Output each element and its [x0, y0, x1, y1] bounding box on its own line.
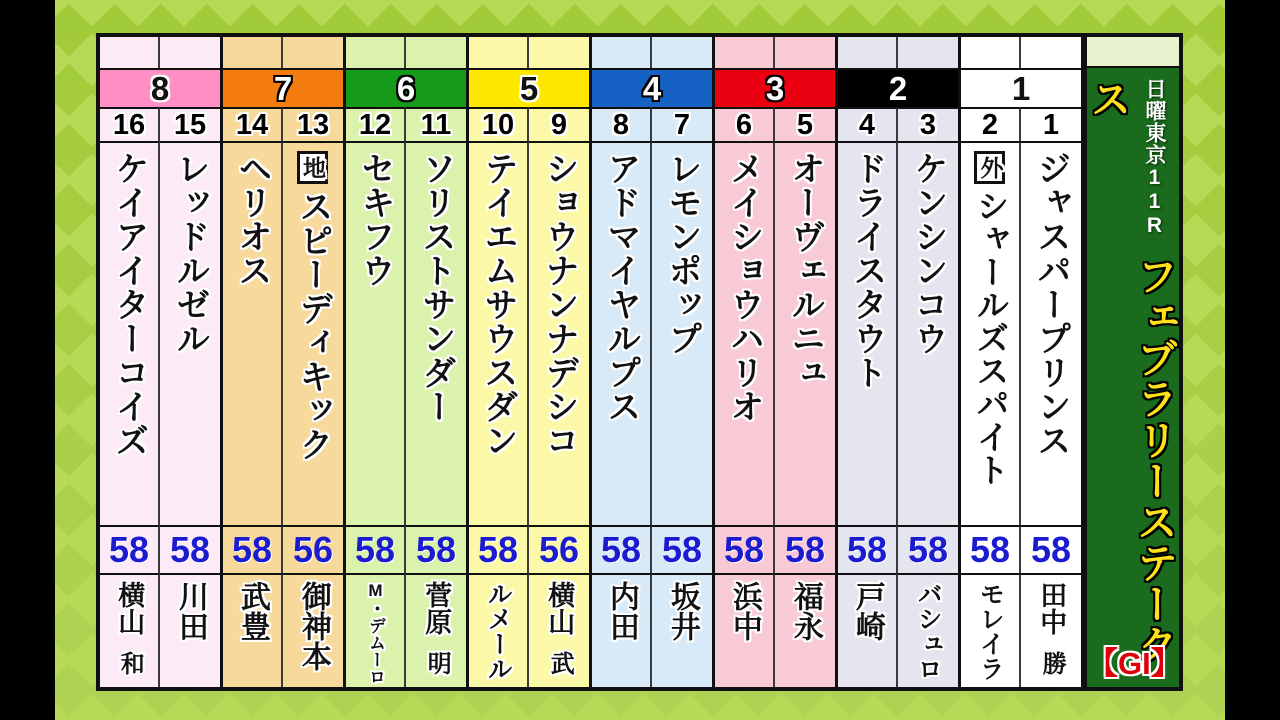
- gate-number-cell: [715, 68, 835, 107]
- blank-cell: [406, 37, 466, 68]
- horse-number-cell: [469, 107, 529, 141]
- horse-name: ショウナンナデシコ: [540, 151, 579, 457]
- horse-name-cell: [775, 141, 835, 525]
- jockey-cell: [223, 573, 283, 687]
- horse-name-cell: [715, 141, 775, 525]
- frame-groups: [100, 37, 1084, 687]
- jockey-cell: [1021, 573, 1081, 687]
- horse-number-cell: [100, 107, 160, 141]
- jockey-cell: [775, 573, 835, 687]
- horse-number: 15: [173, 108, 207, 141]
- carried-weight: 58: [231, 529, 273, 570]
- weight-cell: [715, 525, 775, 573]
- blank-cell: [100, 37, 160, 68]
- horse-number-cell: [223, 107, 283, 141]
- horse-number-cell: [652, 107, 712, 141]
- weight-cell: [961, 525, 1021, 573]
- blank-cell: [283, 37, 343, 68]
- horse-number: 16: [112, 108, 146, 141]
- right-black-bar: [1225, 0, 1280, 720]
- blank-cell: [346, 37, 406, 68]
- horse-number-cell: [898, 107, 958, 141]
- jockey-name: 横山武: [544, 581, 575, 675]
- gate-number: 5: [519, 70, 539, 107]
- horse-number-cell: [592, 107, 652, 141]
- weight-cell: [775, 525, 835, 573]
- jockey-name: 田中勝: [1036, 581, 1067, 675]
- horse-number-cell: [838, 107, 898, 141]
- jockey-cell: [160, 573, 220, 687]
- title-column-body: [1084, 68, 1182, 687]
- gate-number: 7: [273, 70, 293, 107]
- carried-weight: 56: [538, 529, 580, 570]
- carried-weight: 58: [169, 529, 211, 570]
- jockey-cell: [838, 573, 898, 687]
- blank-cell: [160, 37, 220, 68]
- jockey-cell: [898, 573, 958, 687]
- gate-number: 3: [765, 70, 785, 107]
- gate-number: 8: [150, 70, 170, 107]
- horse-name: 外シャールズスパイト: [973, 151, 1008, 486]
- jockey-cell: [592, 573, 652, 687]
- horse-name: レモンポップ: [663, 151, 702, 355]
- horse-name: ケンシンコウ: [909, 151, 948, 355]
- horse-name-cell: [652, 141, 712, 525]
- jockey-name: M・デムーロ: [366, 581, 385, 685]
- frame-group-7: [223, 37, 346, 687]
- weight-cell: [898, 525, 958, 573]
- horse-name-cell: [160, 141, 220, 525]
- frame-group-4: [592, 37, 715, 687]
- carried-weight: 58: [477, 529, 519, 570]
- horse-number: 2: [981, 108, 999, 141]
- frame-group-2: [838, 37, 961, 687]
- jockey-cell: [961, 573, 1021, 687]
- carried-weight: 58: [907, 529, 949, 570]
- gate-number-cell: [961, 68, 1081, 107]
- horse-number-cell: [775, 107, 835, 141]
- blank-cell: [529, 37, 589, 68]
- horse-name: アドマイヤルプス: [602, 151, 641, 423]
- horse-name-cell: [469, 141, 529, 525]
- blank-cell: [1021, 37, 1081, 68]
- blank-cell: [838, 37, 898, 68]
- horse-name-cell: [1021, 141, 1081, 525]
- horse-number-cell: [346, 107, 406, 141]
- horse-name-cell: [283, 141, 343, 525]
- race-card-board: [96, 33, 1183, 691]
- jockey-name: ルメール: [484, 581, 513, 681]
- venue-label: 日曜東京11R: [1143, 78, 1166, 238]
- carried-weight: 58: [600, 529, 642, 570]
- horse-number: 8: [612, 108, 630, 141]
- jockey-name: 戸崎: [850, 581, 884, 641]
- horse-name-cell: [961, 141, 1021, 525]
- jockey-name: 福永: [788, 581, 822, 641]
- horse-name-cell: [406, 141, 466, 525]
- carried-weight: 58: [969, 529, 1011, 570]
- weight-cell: [592, 525, 652, 573]
- jockey-cell: [346, 573, 406, 687]
- horse-name: テイエムサウスダン: [479, 151, 518, 457]
- horse-name-cell: [898, 141, 958, 525]
- horse-number: 12: [358, 108, 392, 141]
- blank-cell: [775, 37, 835, 68]
- weight-cell: [223, 525, 283, 573]
- blank-cell: [715, 37, 775, 68]
- weight-cell: [469, 525, 529, 573]
- jockey-name: 武豊: [235, 581, 269, 641]
- blank-cell: [223, 37, 283, 68]
- horse-name: 地スピーディキック: [295, 151, 331, 461]
- horse-prefix-badge: 外: [974, 151, 1005, 184]
- jockey-name: 内田: [604, 581, 638, 641]
- horse-number: 14: [235, 108, 269, 141]
- jockey-cell: [406, 573, 466, 687]
- horse-name: ジャスパープリンス: [1032, 151, 1071, 457]
- weight-cell: [529, 525, 589, 573]
- carried-weight: 58: [723, 529, 765, 570]
- jockey-name: 横山和: [114, 581, 145, 675]
- weight-cell: [406, 525, 466, 573]
- horse-prefix-badge: 地: [297, 151, 328, 184]
- jockey-name: 川田: [173, 581, 207, 641]
- frame-group-5: [469, 37, 592, 687]
- jockey-cell: [283, 573, 343, 687]
- carried-weight: 58: [415, 529, 457, 570]
- gate-number: 4: [642, 70, 662, 107]
- horse-number: 3: [919, 108, 937, 141]
- title-column-header-cell: [1087, 37, 1179, 68]
- jockey-cell: [469, 573, 529, 687]
- jockey-name: モレイラ: [976, 581, 1005, 681]
- gate-number-cell: [469, 68, 589, 107]
- carried-weight: 58: [1030, 529, 1072, 570]
- blank-cell: [469, 37, 529, 68]
- horse-number-cell: [715, 107, 775, 141]
- jockey-name: 浜中: [727, 581, 761, 641]
- blank-cell: [652, 37, 712, 68]
- jockey-name: バシュロ: [914, 581, 943, 681]
- gate-number: 1: [1011, 70, 1031, 107]
- weight-cell: [100, 525, 160, 573]
- horse-name-cell: [100, 141, 160, 525]
- blank-cell: [961, 37, 1021, 68]
- weight-cell: [1021, 525, 1081, 573]
- horse-number: 6: [735, 108, 753, 141]
- horse-name-cell: [838, 141, 898, 525]
- weight-cell: [160, 525, 220, 573]
- carried-weight: 58: [846, 529, 888, 570]
- frame-group-3: [715, 37, 838, 687]
- horse-number: 5: [796, 108, 814, 141]
- jockey-cell: [715, 573, 775, 687]
- weight-cell: [652, 525, 712, 573]
- horse-name-cell: [346, 141, 406, 525]
- blank-cell: [898, 37, 958, 68]
- frame-group-6: [346, 37, 469, 687]
- horse-number-cell: [1021, 107, 1081, 141]
- horse-number-cell: [406, 107, 466, 141]
- horse-number: 1: [1042, 108, 1060, 141]
- horse-number: 7: [673, 108, 691, 141]
- horse-number: 11: [420, 108, 452, 141]
- carried-weight: 58: [354, 529, 396, 570]
- jockey-name-given: 勝: [1038, 651, 1066, 675]
- carried-weight: 58: [108, 529, 150, 570]
- gate-number-cell: [100, 68, 220, 107]
- horse-number: 10: [481, 108, 515, 141]
- horse-name: レッドルゼル: [171, 151, 210, 355]
- jockey-name-given: 和: [116, 651, 144, 675]
- horse-name: オーヴェルニュ: [786, 151, 825, 389]
- horse-name: セキフウ: [356, 151, 395, 287]
- blank-cell: [592, 37, 652, 68]
- horse-number-cell: [283, 107, 343, 141]
- horse-name: メイショウハリオ: [725, 151, 764, 423]
- horse-number: 4: [858, 108, 876, 141]
- carried-weight: 58: [661, 529, 703, 570]
- horse-number: 9: [550, 108, 568, 141]
- jockey-cell: [100, 573, 160, 687]
- horse-name: ソリストサンダー: [417, 151, 456, 423]
- horse-number-cell: [529, 107, 589, 141]
- race-title-column: [1084, 37, 1182, 687]
- gate-number: 6: [396, 70, 416, 107]
- carried-weight: 56: [292, 529, 334, 570]
- weight-cell: [283, 525, 343, 573]
- race-grade: 【GI】: [1087, 646, 1182, 681]
- frame-group-8: [100, 37, 223, 687]
- horse-name: ヘリオス: [233, 151, 272, 287]
- horse-name: ケイアイターコイズ: [110, 151, 149, 457]
- horse-name: ドライスタウト: [848, 151, 887, 389]
- race-title: フェブラリーステークス: [1084, 78, 1177, 665]
- horse-number-cell: [160, 107, 220, 141]
- carried-weight: 58: [784, 529, 826, 570]
- jockey-name: 菅原明: [421, 581, 452, 675]
- jockey-name-given: 武: [546, 651, 574, 675]
- horse-name-cell: [529, 141, 589, 525]
- frame-group-1: [961, 37, 1084, 687]
- jockey-cell: [529, 573, 589, 687]
- horse-number-cell: [961, 107, 1021, 141]
- gate-number-cell: [346, 68, 466, 107]
- jockey-name: 坂井: [665, 581, 699, 641]
- weight-cell: [838, 525, 898, 573]
- horse-number: 13: [296, 108, 330, 141]
- gate-number-cell: [838, 68, 958, 107]
- weight-cell: [346, 525, 406, 573]
- left-black-bar: [0, 0, 55, 720]
- gate-number-cell: [592, 68, 712, 107]
- gate-number-cell: [223, 68, 343, 107]
- jockey-name-given: 明: [423, 651, 451, 675]
- horse-name-cell: [223, 141, 283, 525]
- jockey-cell: [652, 573, 712, 687]
- horse-name-cell: [592, 141, 652, 525]
- gate-number: 2: [888, 70, 908, 107]
- jockey-name: 御神本: [296, 581, 330, 671]
